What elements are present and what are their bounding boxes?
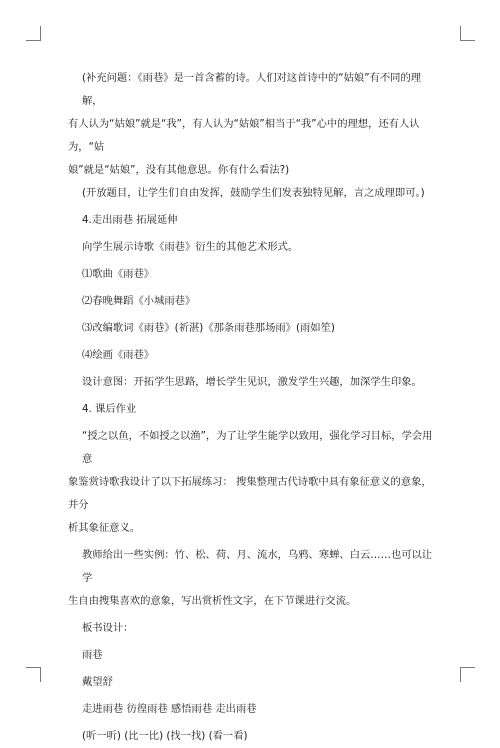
board-steps: 走进雨巷 彷徨雨巷 感悟雨巷 走出雨巷	[82, 703, 257, 715]
art-form-song: ⑴歌曲《雨巷》	[82, 268, 155, 280]
section-heading-homework: 4. 课后作业	[82, 403, 137, 415]
crop-mark-bottom-left	[26, 667, 41, 682]
crop-mark-top-left	[26, 26, 41, 41]
teacher-examples-line-2: 生自由搜集喜欢的意象，写出赏析性文字，在下节课进行交流。	[68, 595, 357, 607]
art-form-dance: ⑵春晚舞蹈《小城雨巷》	[82, 295, 196, 307]
design-intent: 设计意图：开拓学生思路，增长学生见识，激发学生兴趣，加深学生印象。	[82, 376, 422, 388]
art-form-lyrics: ⑶改编歌词《雨巷》(祈湛)《那条雨巷那场雨》(雨如笙)	[82, 322, 335, 334]
supplement-question-line-2: 有人认为“姑娘”就是“我”，有人认为“姑娘”相当于“我”心中的理想，还有人认为，“姑	[68, 118, 420, 153]
homework-line-3: 析其象征意义。	[68, 522, 141, 534]
supplement-question-line-1: (补充问题：《雨巷》是一首含蓄的诗。人们对这首诗中的“姑娘”有不同的理解，	[82, 72, 422, 107]
board-author: 戴望舒	[82, 676, 113, 688]
crop-mark-top-right	[460, 26, 475, 41]
board-design-label: 板书设计：	[82, 622, 134, 634]
homework-line-2: 象鉴赏诗歌我设计了以下拓展练习： 搜集整理古代诗歌中具有象征意义的意象，并分	[68, 476, 432, 511]
supplement-question-line-3: 娘”就是“姑娘”，没有其他意思。你有什么看法?)	[68, 164, 290, 176]
document-body	[68, 67, 434, 748]
open-question-note: (开放题目，让学生们自由发挥，鼓励学生们发表独特见解，言之成理即可。)	[82, 187, 425, 199]
art-form-painting: ⑷绘画《雨巷》	[82, 349, 155, 361]
board-title: 雨巷	[82, 649, 103, 661]
homework-line-1: “授之以鱼，不如授之以渔”，为了让学生能学以致用，强化学习目标，学会用意	[82, 430, 433, 465]
show-art-forms: 向学生展示诗歌《雨巷》衍生的其他艺术形式。	[82, 241, 299, 253]
crop-mark-bottom-right	[460, 667, 475, 682]
board-actions: (听一听) (比一比) (找一找) (看一看)	[82, 730, 248, 742]
section-heading-extend: 4.走出雨巷 拓展延伸	[82, 214, 178, 226]
teacher-examples-line-1: 教师给出一些实例：竹、松、荷、月、流水，乌鸦、寒蝉、白云……也可以让学	[82, 549, 433, 584]
